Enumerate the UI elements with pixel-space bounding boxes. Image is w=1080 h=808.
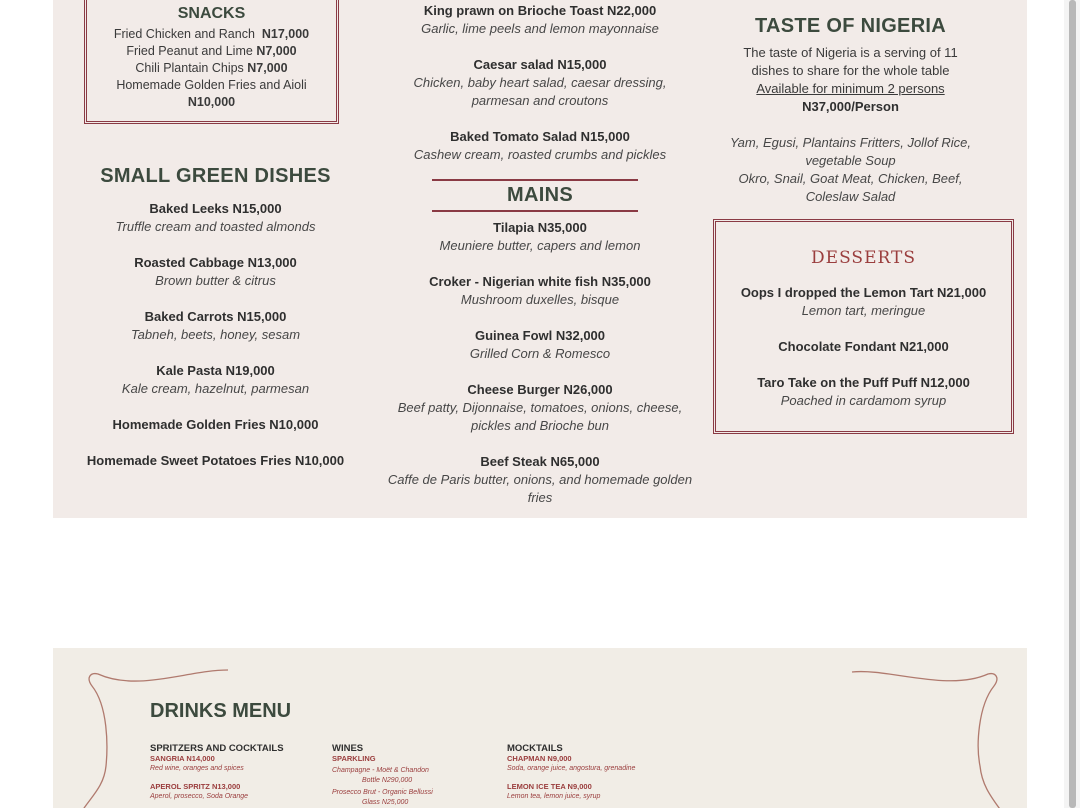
dessert-desc: Poached in cardamom syrup	[780, 393, 947, 408]
wines-column	[332, 744, 433, 808]
mocktails-column	[507, 744, 635, 802]
mains-section	[375, 219, 705, 507]
drink-desc: Soda, orange juice, angostura, grenadine	[507, 765, 636, 772]
dish-desc: Beef patty, Dijonnaise, tomatoes, onions, cheese,	[397, 400, 683, 415]
spritzers-column	[150, 744, 284, 802]
dish-desc: Meuniere butter, capers and lemon	[439, 238, 641, 253]
dish-name: Tilapia N35,000	[493, 220, 587, 235]
dish-name: Guinea Fowl N32,000	[474, 328, 606, 343]
drink-name: CHAPMAN N9,000	[507, 754, 572, 763]
wine-price: Glass N25,000	[362, 799, 409, 806]
dish-name: Baked Leeks N15,000	[149, 201, 282, 216]
taste-availability: Available for minimum 2 persons	[756, 81, 945, 96]
dish-desc: pickles and Brioche bun	[470, 418, 610, 433]
drink-name: SANGRIA N14,000	[150, 754, 215, 763]
drink-desc: Red wine, oranges and spices	[150, 765, 244, 772]
dish-name: Baked Carrots N15,000	[144, 309, 287, 324]
dish-name: Croker - Nigerian white fish N35,000	[429, 274, 651, 289]
dish-name: Roasted Cabbage N13,000	[134, 255, 297, 270]
snacks-item: Fried Peanut and Lime N7,000	[126, 44, 297, 58]
drinks-title: DRINKS MENU	[150, 700, 292, 722]
dish-desc: Caffe de Paris butter, onions, and homemade golden	[387, 472, 693, 487]
snacks-item: Fried Chicken and Ranch N17,000	[113, 27, 310, 41]
dish-name: Beef Steak N65,000	[480, 454, 600, 469]
dish-desc: Truffle cream and toasted almonds	[115, 219, 316, 234]
scrollbar[interactable]	[1064, 0, 1080, 808]
dish-name: Homemade Golden Fries N10,000	[112, 417, 319, 432]
mocktails-heading: MOCKTAILS	[507, 743, 563, 754]
snacks-item-price: N10,000	[187, 95, 236, 109]
dish-desc: fries	[527, 490, 553, 505]
dessert-name: Oops I dropped the Lemon Tart N21,000	[740, 285, 987, 300]
dish-desc: Kale cream, hazelnut, parmesan	[121, 381, 310, 396]
wines-heading: WINES	[332, 743, 364, 754]
food-menu-page	[53, 0, 1027, 518]
dish-name: King prawn on Brioche Toast N22,000	[423, 3, 657, 18]
taste-line: dishes to share for the whole table	[751, 63, 950, 78]
right-ornament-icon	[848, 666, 1008, 808]
mains-title: MAINS	[507, 184, 573, 206]
dessert-name: Taro Take on the Puff Puff N12,000	[757, 375, 970, 390]
dessert-name: Chocolate Fondant N21,000	[778, 339, 949, 354]
mains-top-rule	[432, 179, 638, 181]
dessert-desc: Lemon tart, meringue	[801, 303, 926, 318]
dish-desc: Chicken, baby heart salad, caesar dressing,	[413, 75, 667, 90]
wines-sub: SPARKLING	[332, 754, 376, 763]
mains-bottom-rule	[432, 210, 638, 212]
snacks-item: Homemade Golden Fries and Aioli	[116, 78, 307, 92]
dish-name: Cheese Burger N26,000	[467, 382, 613, 397]
dish-desc: Mushroom duxelles, bisque	[460, 292, 620, 307]
wine-item: Prosecco Brut - Organic Bellussi	[332, 789, 433, 796]
snacks-title: SNACKS	[177, 5, 246, 22]
dish-desc: Grilled Corn & Romesco	[469, 346, 611, 361]
drink-name: LEMON ICE TEA N9,000	[507, 782, 592, 791]
dish-desc: Cashew cream, roasted crumbs and pickles	[413, 147, 667, 162]
dish-name: Caesar salad N15,000	[473, 57, 607, 72]
dish-desc: parmesan and croutons	[471, 93, 609, 108]
dish-desc: Tabneh, beets, honey, sesam	[130, 327, 301, 342]
dish-desc: Brown butter & citrus	[155, 273, 276, 288]
snacks-section	[84, 3, 339, 111]
dish-name: Kale Pasta N19,000	[156, 363, 275, 378]
snacks-item: Chili Plantain Chips N7,000	[135, 61, 288, 75]
dish-desc: Garlic, lime peels and lemon mayonnaise	[421, 21, 659, 36]
small-green-title: SMALL GREEN DISHES	[100, 165, 331, 187]
desserts-title: DESSERTS	[811, 248, 916, 268]
taste-dishes: Okro, Snail, Goat Meat, Chicken, Beef,	[738, 171, 963, 186]
taste-dishes: vegetable Soup	[805, 153, 896, 168]
drink-desc: Aperol, prosecco, Soda Orange	[150, 793, 249, 800]
desserts-section	[713, 248, 1014, 410]
wine-price: Bottle N290,000	[362, 777, 413, 784]
wine-item: Champagne - Moët & Chandon	[332, 767, 429, 774]
drink-name: APEROL SPRITZ N13,000	[150, 782, 241, 791]
drinks-menu-page	[53, 648, 1027, 808]
taste-dishes: Coleslaw Salad	[805, 189, 896, 204]
taste-line: The taste of Nigeria is a serving of 11	[743, 45, 958, 60]
starters-section	[375, 2, 705, 164]
spritzers-heading: SPRITZERS AND COCKTAILS	[150, 743, 284, 754]
scroll-thumb[interactable]	[1069, 0, 1076, 808]
taste-dishes: Yam, Egusi, Plantains Fritters, Jollof Rice,	[729, 135, 972, 150]
taste-title: TASTE OF NIGERIA	[754, 15, 947, 37]
small-green-section	[53, 165, 378, 470]
dish-name: Baked Tomato Salad N15,000	[450, 129, 630, 144]
taste-price: N37,000/Person	[802, 99, 899, 114]
dish-name: Homemade Sweet Potatoes Fries N10,000	[86, 453, 345, 468]
taste-section	[708, 15, 993, 206]
drink-desc: Lemon tea, lemon juice, syrup	[507, 793, 601, 800]
